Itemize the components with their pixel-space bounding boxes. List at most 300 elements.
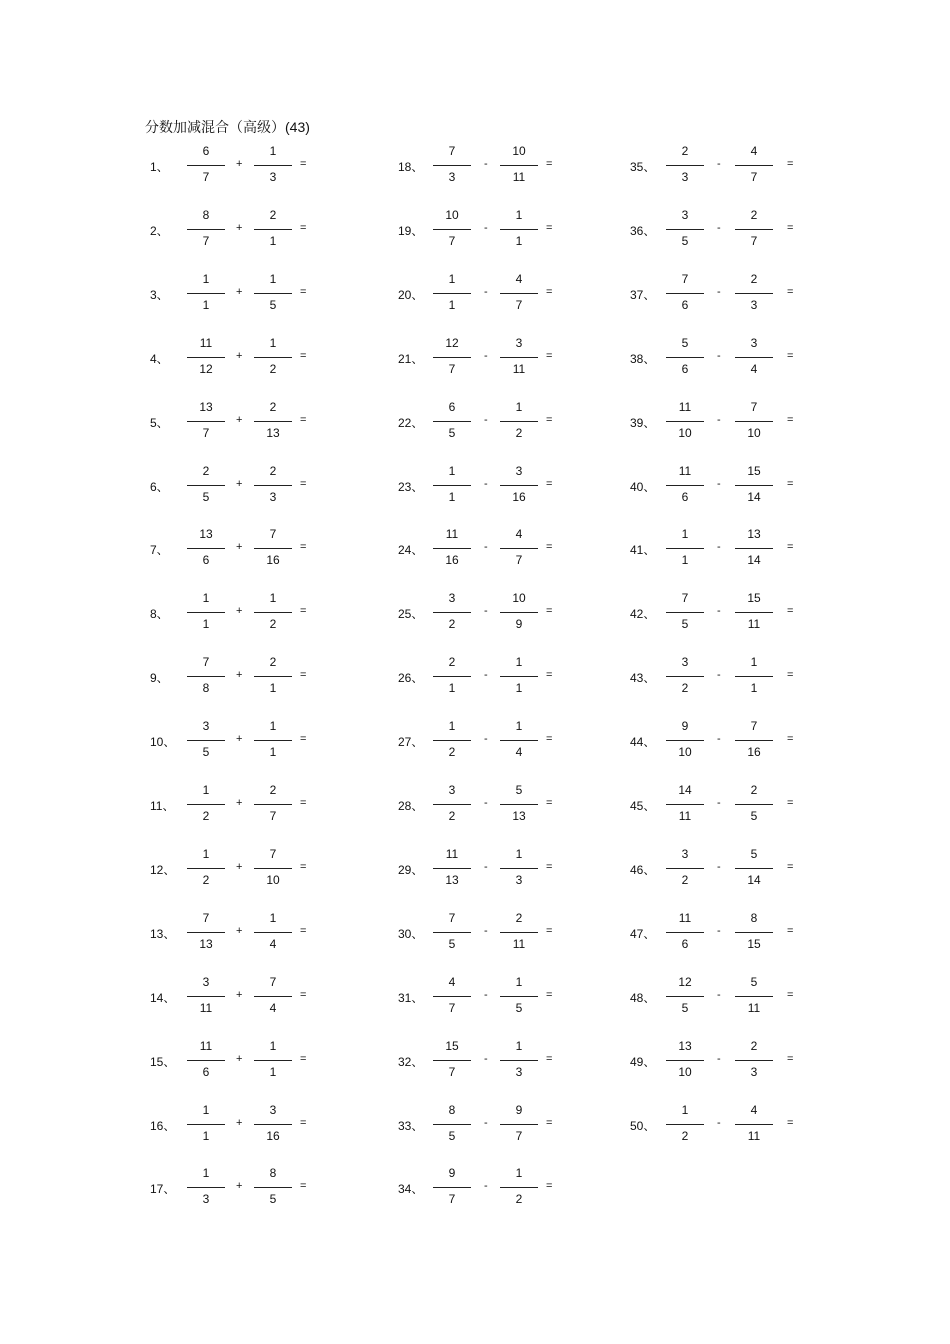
problem-item <box>398 972 638 1022</box>
equals-sign: = <box>300 349 307 362</box>
numerator: 1 <box>202 271 210 286</box>
problem-item <box>630 1036 870 1086</box>
fraction-bar <box>433 804 471 805</box>
fraction-b <box>254 780 292 830</box>
fraction-bar <box>187 1124 225 1125</box>
denominator: 3 <box>750 1064 758 1079</box>
numerator: 3 <box>681 655 689 670</box>
problem-number: 33、 <box>398 1118 424 1133</box>
fraction-bar <box>187 229 225 230</box>
numerator: 1 <box>269 144 277 158</box>
denominator: 16 <box>266 1128 280 1143</box>
numerator: 7 <box>269 527 277 542</box>
denominator: 15 <box>747 936 761 951</box>
fraction-a <box>187 333 225 383</box>
fraction-bar <box>254 229 292 230</box>
problem-number: 49、 <box>630 1054 656 1069</box>
problem-number: 15、 <box>150 1054 176 1069</box>
denominator: 14 <box>747 872 761 887</box>
problem-number: 44、 <box>630 735 656 750</box>
fraction-b <box>254 588 292 638</box>
numerator: 7 <box>269 846 277 861</box>
fraction-b <box>254 716 292 766</box>
denominator: 13 <box>445 872 459 887</box>
denominator: 2 <box>448 617 456 632</box>
operator: - <box>717 860 721 873</box>
numerator: 1 <box>515 974 523 989</box>
fraction-a <box>666 844 704 894</box>
equals-sign: = <box>300 1052 307 1065</box>
fraction-bar <box>735 1124 773 1125</box>
fraction-a <box>666 461 704 511</box>
numerator: 11 <box>199 335 213 350</box>
operator: - <box>484 1180 488 1193</box>
fraction-a <box>433 1163 471 1213</box>
problem-item <box>150 652 390 702</box>
fraction-bar <box>187 676 225 677</box>
fraction-a <box>433 524 471 574</box>
operator: - <box>717 413 721 426</box>
operator: + <box>236 477 243 490</box>
fraction-bar <box>187 1060 225 1061</box>
fraction-b <box>500 333 538 383</box>
fraction-bar <box>433 357 471 358</box>
fraction-bar <box>666 229 704 230</box>
equals-sign: = <box>300 285 307 298</box>
numerator: 4 <box>750 1102 758 1117</box>
equals-sign: = <box>787 1052 794 1065</box>
fraction-a <box>433 333 471 383</box>
fraction-a <box>666 972 704 1022</box>
problem-item <box>150 333 390 383</box>
fraction-bar <box>500 1187 538 1188</box>
problem-item <box>150 141 390 191</box>
fraction-bar <box>735 1060 773 1061</box>
fraction-b <box>254 1163 292 1213</box>
numerator: 12 <box>445 335 459 350</box>
denominator: 16 <box>747 745 761 760</box>
problem-item <box>150 1036 390 1086</box>
problem-item <box>630 908 870 958</box>
numerator: 3 <box>448 591 456 606</box>
denominator: 3 <box>202 1192 210 1207</box>
fraction-b <box>500 716 538 766</box>
problem-item <box>630 524 870 574</box>
fraction-b <box>254 972 292 1022</box>
numerator: 1 <box>269 591 277 606</box>
operator: - <box>484 285 488 298</box>
numerator: 3 <box>269 1102 277 1117</box>
equals-sign: = <box>787 605 794 618</box>
fraction-bar <box>735 165 773 166</box>
problem-number: 1、 <box>150 160 169 174</box>
fraction-bar <box>500 548 538 549</box>
denominator: 2 <box>515 425 523 440</box>
denominator: 12 <box>199 361 213 376</box>
denominator: 7 <box>269 809 277 823</box>
fraction-bar <box>433 612 471 613</box>
numerator: 1 <box>681 527 689 542</box>
fraction-bar <box>187 357 225 358</box>
numerator: 3 <box>681 207 689 222</box>
problem-number: 31、 <box>398 990 424 1005</box>
equals-sign: = <box>300 988 307 1001</box>
equals-sign: = <box>787 349 794 362</box>
numerator: 2 <box>750 271 758 286</box>
problem-item <box>398 141 638 191</box>
problem-item <box>150 716 390 766</box>
fraction-b <box>735 461 773 511</box>
problem-number: 41、 <box>630 543 656 558</box>
fraction-b <box>735 908 773 958</box>
problem-number: 27、 <box>398 735 424 750</box>
fraction-bar <box>254 548 292 549</box>
equals-sign: = <box>300 797 307 809</box>
problem-number: 32、 <box>398 1054 424 1069</box>
fraction-a <box>433 652 471 702</box>
equals-sign: = <box>787 413 794 426</box>
numerator: 3 <box>515 463 523 478</box>
fraction-bar <box>254 676 292 677</box>
numerator: 1 <box>515 399 523 414</box>
operator: - <box>484 1116 488 1129</box>
numerator: 13 <box>678 1038 692 1053</box>
fraction-b <box>254 524 292 574</box>
numerator: 3 <box>448 783 456 797</box>
problem-item <box>150 908 390 958</box>
equals-sign: = <box>787 221 794 234</box>
fraction-b <box>735 1036 773 1086</box>
operator: - <box>484 860 488 873</box>
denominator: 2 <box>269 361 277 376</box>
fraction-a <box>433 972 471 1022</box>
denominator: 4 <box>515 745 523 760</box>
equals-sign: = <box>300 158 307 170</box>
fraction-bar <box>254 357 292 358</box>
denominator: 2 <box>681 681 689 696</box>
numerator: 3 <box>202 974 210 989</box>
fraction-b <box>735 780 773 830</box>
fraction-bar <box>433 1187 471 1188</box>
problem-item <box>630 205 870 255</box>
operator: + <box>236 349 243 362</box>
fraction-b <box>500 524 538 574</box>
numerator: 1 <box>515 655 523 670</box>
fraction-b <box>735 333 773 383</box>
denominator: 6 <box>202 1064 210 1079</box>
denominator: 7 <box>750 170 758 184</box>
fraction-bar <box>500 485 538 486</box>
equals-sign: = <box>546 605 553 618</box>
denominator: 7 <box>750 233 758 248</box>
problem-item <box>398 652 638 702</box>
problem-number: 37、 <box>630 287 656 302</box>
fraction-b <box>254 461 292 511</box>
numerator: 11 <box>678 910 692 925</box>
fraction-bar <box>666 932 704 933</box>
denominator: 2 <box>448 745 456 760</box>
operator: - <box>717 221 721 234</box>
operator: - <box>717 1052 721 1065</box>
denominator: 1 <box>202 617 210 632</box>
fraction-b <box>254 333 292 383</box>
numerator: 2 <box>269 207 277 222</box>
fraction-a <box>187 1036 225 1086</box>
fraction-bar <box>254 612 292 613</box>
problem-item <box>150 972 390 1022</box>
problem-number: 20、 <box>398 287 424 302</box>
equals-sign: = <box>787 669 794 682</box>
numerator: 7 <box>202 655 210 670</box>
problem-number: 50、 <box>630 1118 656 1133</box>
fraction-a <box>187 908 225 958</box>
operator: - <box>717 924 721 937</box>
fraction-a <box>666 1100 704 1150</box>
problem-number: 4、 <box>150 351 169 366</box>
equals-sign: = <box>546 860 553 873</box>
denominator: 3 <box>515 872 523 887</box>
numerator: 11 <box>678 399 692 414</box>
fraction-bar <box>735 676 773 677</box>
denominator: 1 <box>269 745 277 760</box>
fraction-bar <box>433 165 471 166</box>
operator: + <box>236 1180 243 1193</box>
denominator: 10 <box>747 425 761 440</box>
problem-number: 34、 <box>398 1182 424 1197</box>
fraction-b <box>254 397 292 447</box>
problem-item <box>398 1163 638 1213</box>
problem-number: 28、 <box>398 799 424 813</box>
numerator: 1 <box>202 591 210 606</box>
fraction-a <box>433 205 471 255</box>
denominator: 1 <box>269 681 277 696</box>
denominator: 4 <box>750 361 758 376</box>
numerator: 3 <box>750 335 758 350</box>
denominator: 5 <box>681 233 689 248</box>
problem-number: 48、 <box>630 990 656 1005</box>
denominator: 7 <box>448 1064 456 1079</box>
numerator: 1 <box>269 335 277 350</box>
problem-number: 6、 <box>150 479 169 494</box>
denominator: 5 <box>202 745 210 760</box>
problem-item <box>398 269 638 319</box>
fraction-bar <box>735 612 773 613</box>
operator: - <box>717 158 721 170</box>
operator: - <box>484 733 488 746</box>
fraction-a <box>433 844 471 894</box>
denominator: 7 <box>202 170 210 184</box>
problem-item <box>150 397 390 447</box>
denominator: 1 <box>448 297 456 312</box>
fraction-bar <box>666 485 704 486</box>
denominator: 2 <box>202 809 210 823</box>
fraction-bar <box>666 165 704 166</box>
numerator: 6 <box>202 144 210 158</box>
equals-sign: = <box>300 924 307 937</box>
denominator: 11 <box>678 809 692 823</box>
operator: - <box>484 1052 488 1065</box>
equals-sign: = <box>787 988 794 1001</box>
problem-number: 35、 <box>630 160 656 174</box>
fraction-bar <box>187 165 225 166</box>
operator: - <box>484 988 488 1001</box>
denominator: 16 <box>266 553 280 568</box>
fraction-a <box>433 1036 471 1086</box>
denominator: 1 <box>515 681 523 696</box>
fraction-bar <box>735 229 773 230</box>
operator: - <box>484 158 488 170</box>
denominator: 13 <box>266 425 280 440</box>
numerator: 2 <box>448 655 456 670</box>
problem-number: 30、 <box>398 926 424 941</box>
denominator: 2 <box>515 1192 523 1207</box>
numerator: 2 <box>515 910 523 925</box>
problem-item <box>150 588 390 638</box>
numerator: 7 <box>448 910 456 925</box>
fraction-b <box>500 1163 538 1213</box>
numerator: 1 <box>202 1102 210 1117</box>
fraction-bar <box>433 932 471 933</box>
fraction-b <box>500 780 538 830</box>
fraction-b <box>254 269 292 319</box>
numerator: 1 <box>202 846 210 861</box>
fraction-b <box>500 1100 538 1150</box>
fraction-bar <box>187 293 225 294</box>
fraction-bar <box>187 1187 225 1188</box>
equals-sign: = <box>787 924 794 937</box>
denominator: 11 <box>747 617 761 632</box>
fraction-bar <box>433 293 471 294</box>
problem-number: 22、 <box>398 415 424 430</box>
denominator: 7 <box>448 233 456 248</box>
denominator: 7 <box>202 425 210 440</box>
fraction-b <box>254 908 292 958</box>
equals-sign: = <box>546 1180 553 1193</box>
numerator: 14 <box>678 783 692 797</box>
problem-number: 45、 <box>630 799 656 813</box>
fraction-bar <box>254 485 292 486</box>
fraction-a <box>666 1036 704 1086</box>
fraction-bar <box>500 1124 538 1125</box>
problem-number: 39、 <box>630 415 656 430</box>
numerator: 11 <box>199 1038 213 1053</box>
operator: - <box>717 669 721 682</box>
fraction-a <box>666 908 704 958</box>
numerator: 3 <box>202 719 210 734</box>
fraction-bar <box>735 932 773 933</box>
denominator: 7 <box>515 1128 523 1143</box>
problem-item <box>630 652 870 702</box>
denominator: 3 <box>269 489 277 504</box>
denominator: 5 <box>202 489 210 504</box>
problem-number: 24、 <box>398 543 424 558</box>
numerator: 3 <box>681 846 689 861</box>
denominator: 1 <box>681 553 689 568</box>
numerator: 1 <box>269 271 277 286</box>
problem-item <box>630 716 870 766</box>
denominator: 14 <box>747 489 761 504</box>
denominator: 2 <box>448 809 456 823</box>
fraction-b <box>735 1100 773 1150</box>
fraction-bar <box>187 932 225 933</box>
fraction-bar <box>500 229 538 230</box>
numerator: 11 <box>678 463 692 478</box>
equals-sign: = <box>787 285 794 298</box>
fraction-a <box>666 716 704 766</box>
fraction-bar <box>500 804 538 805</box>
fraction-a <box>187 205 225 255</box>
fraction-bar <box>187 804 225 805</box>
equals-sign: = <box>546 669 553 682</box>
fraction-a <box>187 652 225 702</box>
denominator: 2 <box>202 872 210 887</box>
numerator: 5 <box>750 974 758 989</box>
problem-item <box>398 908 638 958</box>
denominator: 14 <box>747 553 761 568</box>
fraction-bar <box>735 293 773 294</box>
fraction-a <box>666 269 704 319</box>
fraction-a <box>187 524 225 574</box>
fraction-bar <box>500 612 538 613</box>
equals-sign: = <box>546 413 553 426</box>
page-title: 分数加减混合（高级）(43) <box>145 119 310 135</box>
numerator: 1 <box>202 783 210 797</box>
problem-number: 21、 <box>398 351 424 366</box>
fraction-bar <box>666 676 704 677</box>
denominator: 1 <box>448 681 456 696</box>
equals-sign: = <box>300 860 307 873</box>
fraction-bar <box>187 740 225 741</box>
numerator: 1 <box>269 1038 277 1053</box>
denominator: 6 <box>681 361 689 376</box>
operator: + <box>236 541 243 554</box>
numerator: 11 <box>445 846 459 861</box>
numerator: 3 <box>515 335 523 350</box>
problem-item <box>630 972 870 1022</box>
problem-item <box>398 1100 638 1150</box>
denominator: 5 <box>750 809 758 823</box>
fraction-b <box>735 716 773 766</box>
fraction-bar <box>187 485 225 486</box>
equals-sign: = <box>546 349 553 362</box>
equals-sign: = <box>546 733 553 746</box>
problem-number: 14、 <box>150 990 176 1005</box>
numerator: 1 <box>448 463 456 478</box>
fraction-b <box>735 524 773 574</box>
fraction-b <box>500 269 538 319</box>
denominator: 5 <box>269 1192 277 1207</box>
fraction-bar <box>666 293 704 294</box>
equals-sign: = <box>787 797 794 809</box>
numerator: 1 <box>202 1166 210 1181</box>
operator: - <box>717 349 721 362</box>
problem-item <box>398 524 638 574</box>
operator: + <box>236 605 243 618</box>
denominator: 6 <box>681 936 689 951</box>
numerator: 11 <box>445 527 459 542</box>
fraction-b <box>500 1036 538 1086</box>
numerator: 2 <box>269 655 277 670</box>
fraction-bar <box>500 1060 538 1061</box>
fraction-b <box>735 205 773 255</box>
equals-sign: = <box>546 797 553 809</box>
fraction-bar <box>735 357 773 358</box>
numerator: 15 <box>747 591 761 606</box>
fraction-bar <box>254 996 292 997</box>
fraction-b <box>500 844 538 894</box>
fraction-a <box>666 397 704 447</box>
operator: + <box>236 860 243 873</box>
